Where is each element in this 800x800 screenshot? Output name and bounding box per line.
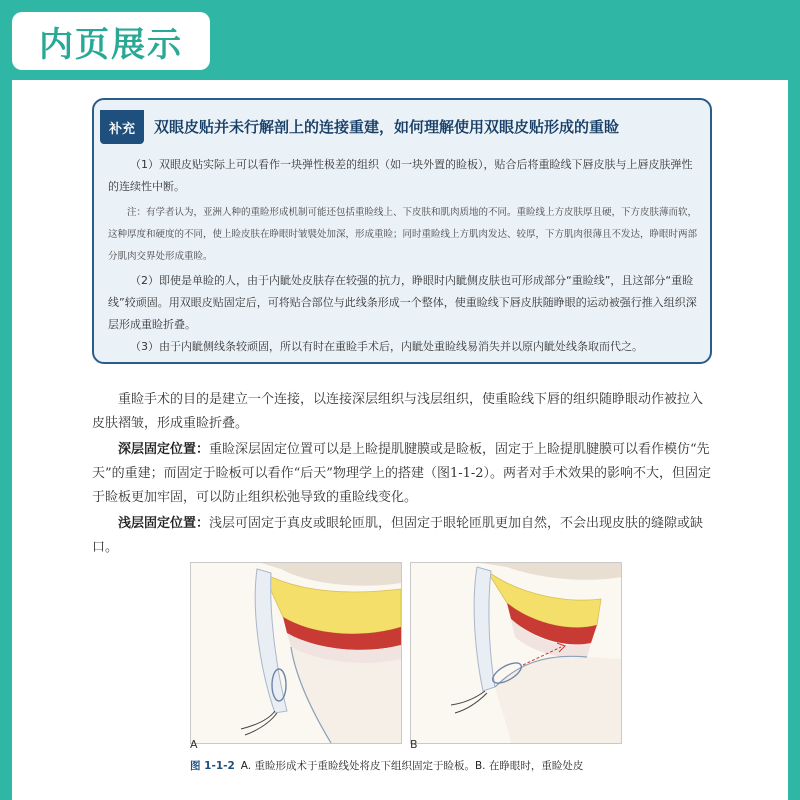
deep-fixation-text: 重睑深层固定位置可以是上睑提肌腱膜或是睑板，固定于上睑提肌腱膜可以看作模仿“先天”的重建；而固定于睑板可以看作“后天”物理学上的搭建（图1-1-2）。两者对手术效果的影响不大，但固定于睑板更加牢固，可以防止组织松弛导致的重睑线变化。 xyxy=(92,442,712,505)
supplement-box xyxy=(92,98,712,364)
figure-a-label: A xyxy=(190,738,198,751)
supplement-paragraph-3: （3）由于内眦侧线条较顽固，所以有时在重睑手术后，内眦处重睑线易消失并以原内眦处线条取而代之。 xyxy=(130,340,643,353)
body-paragraph-3 xyxy=(92,512,712,560)
supplement-note: 注：有学者认为，亚洲人种的重睑形成机制可能还包括重睑线上、下皮肤和肌肉质地的不同。重睑线上方皮肤厚且硬，下方皮肤薄而软，这种厚度和硬度的不同，使上睑皮肤在睁眼时皱襞处加深，形成重睑；同时重睑线上方肌肉发达、较厚，下方肌肉很薄且不发达，睁眼时两部分肌肉交界处形成重睑。 xyxy=(108,207,698,262)
body-paragraph-1: 重睑手术的目的是建立一个连接，以连接深层组织与浅层组织，使重睑线下唇的组织随睁眼动作被拉入皮肤褶皱，形成重睑折叠。 xyxy=(92,392,704,431)
figure-b-label: B xyxy=(410,738,418,751)
figure-b-drawing xyxy=(411,563,621,743)
supplement-title: 双眼皮贴并未行解剖上的连接重建，如何理解使用双眼皮贴形成的重睑 xyxy=(154,118,620,136)
page-header-title: 内页展示 xyxy=(39,24,183,65)
deep-fixation-label: 深层固定位置： xyxy=(118,442,210,457)
figure-a-drawing xyxy=(191,563,401,743)
figure-number: 图 1-1-2 xyxy=(190,760,235,772)
figure-b-illustration xyxy=(410,562,622,744)
figure-caption-text: A. 重睑形成术于重睑线处将皮下组织固定于睑板。B. 在睁眼时，重睑处皮 xyxy=(240,760,584,772)
figure-a-illustration xyxy=(190,562,402,744)
superficial-fixation-text: 浅层可固定于真皮或眼轮匝肌，但固定于眼轮匝肌更加自然，不会出现皮肤的缝隙或缺口。 xyxy=(92,516,704,555)
page-header-badge xyxy=(12,12,210,70)
figure-caption xyxy=(190,758,583,773)
supplement-paragraph-2: （2）即使是单睑的人，由于内眦处皮肤存在较强的抗力，睁眼时内眦侧皮肤也可形成部分“重睑线”，且这部分“重睑线”较顽固。用双眼皮贴固定后，可将贴合部位与此线条形成一个整体，使重睑线下唇皮肤随睁眼的运动被强行推入组织深层形成重睑折叠。 xyxy=(108,274,697,331)
supplement-tag: 补充 xyxy=(100,110,144,144)
book-page xyxy=(12,80,788,800)
superficial-fixation-label: 浅层固定位置： xyxy=(118,516,210,531)
supplement-paragraph-1: （1）双眼皮贴实际上可以看作一块弹性极差的组织（如一块外置的睑板），贴合后将重睑线下唇皮肤与上唇皮肤弹性的连续性中断。 xyxy=(108,158,693,193)
body-paragraph-2 xyxy=(92,438,712,510)
